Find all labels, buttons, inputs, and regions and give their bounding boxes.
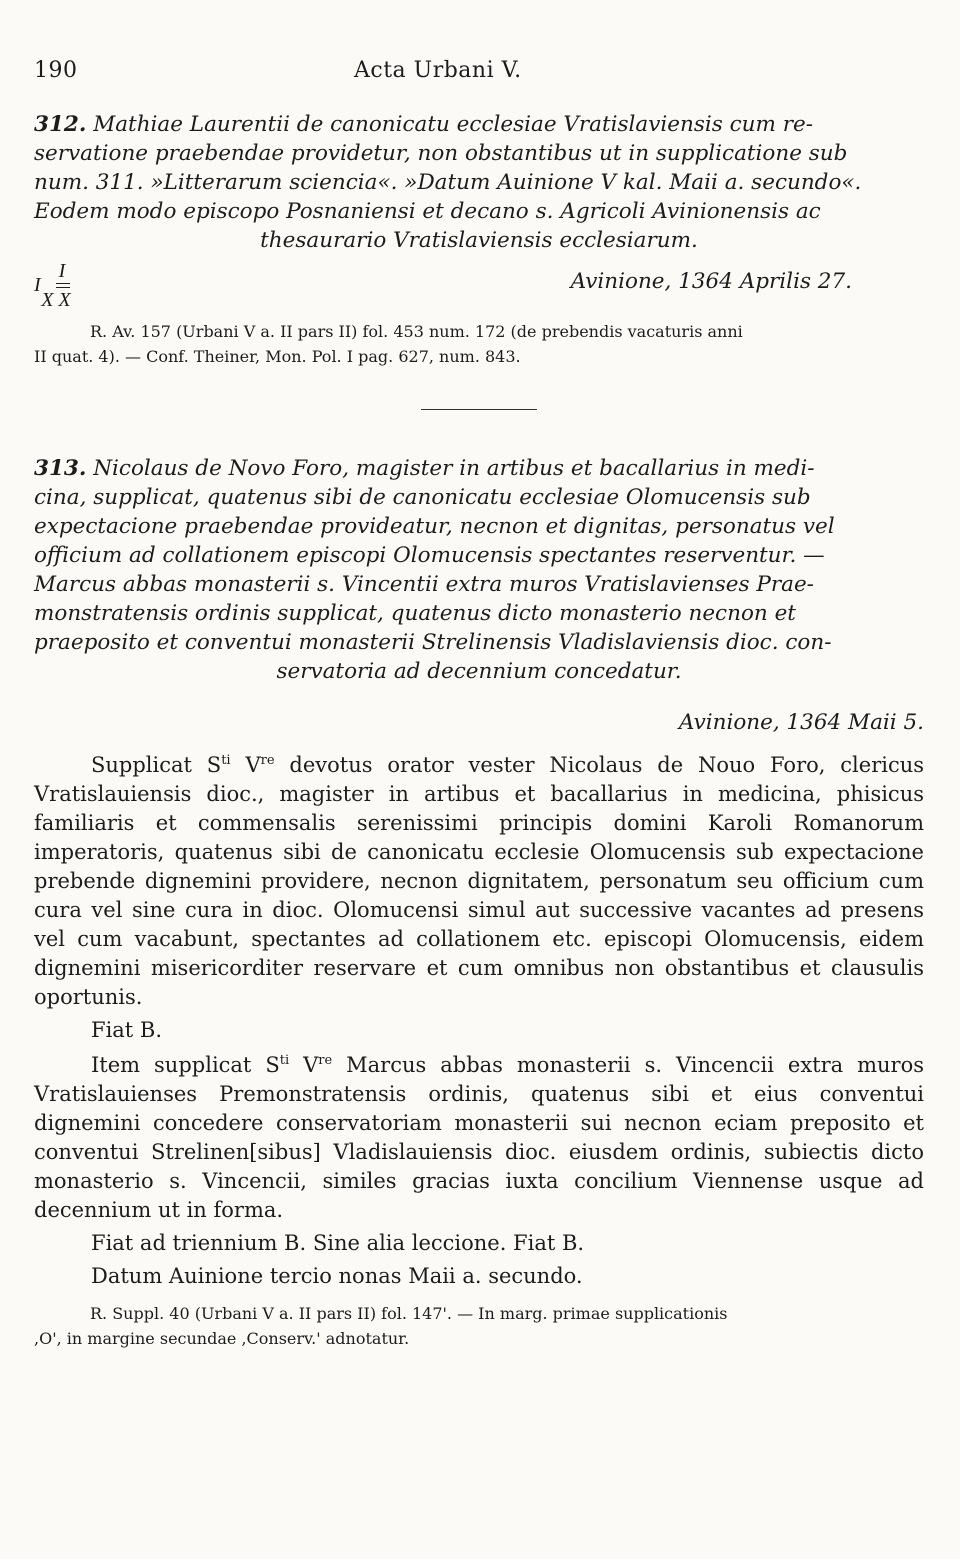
siglum-date-row <box>34 255 924 319</box>
fiat-line: Fiat ad triennium B. Sine alia leccione. Fiat B. <box>91 1231 585 1255</box>
entry-head-line: officium ad collationem episcopi Olomucensis spectantes reserventur. — <box>34 543 825 568</box>
supplication-paragraph <box>34 1051 924 1225</box>
note-line: R. Suppl. 40 (Urbani V a. II pars II) fol. 147'. — In marg. primae supplicationis <box>90 1304 728 1323</box>
entry-head-line: thesaurario Vratislaviensis ecclesiarum. <box>260 228 698 253</box>
note-line: ,O', in margine secundae ,Conserv.' adnotatur. <box>34 1329 410 1348</box>
entry-313-head <box>34 454 924 686</box>
entry-number: 313. <box>34 456 87 481</box>
page-number: 190 <box>34 58 78 83</box>
siglum-left: I <box>34 274 41 296</box>
entry-number: 312. <box>34 112 87 137</box>
supplication-text: V <box>230 753 261 777</box>
entry-312-source-note <box>34 319 924 369</box>
entry-head-line: Nicolaus de Novo Foro, magister in artibus et bacallarius in medi- <box>93 456 815 481</box>
entry-head-line: expectacione praebendae provideatur, necnon et dignitas, personatus vel <box>34 514 835 539</box>
supplication-text: V <box>289 1053 319 1077</box>
supplication-text: devotus orator vester Nicolaus de Nouo Foro, clericus Vratislauiensis dioc., magister in artibus et bacallarius in medicina, phisicus familiaris et commensalis serenissimi principis domini Karoli Romanorum imperatoris, quatenus sibi de canonicatu ecclesie Olomucensis sub expectacione prebende dignemini providere, necnon dignitatem, personatum seu officium cum cura vel sine cura in dioc. Olomucensi simul aut successive vacantes ad presens vel cum vacabunt, spectantes ad collationem etc. episcopi Olomucensis, eidem dignemini misericorditer reservare et cum omnibus non obstantibus et clausulis oportunis. <box>34 753 925 1009</box>
fiat-line: Fiat B. <box>91 1018 163 1042</box>
superscript: re <box>318 1053 333 1068</box>
supplication-text: Marcus abbas monasterii s. Vincencii extra muros Vratislauienses Premonstratensis ordinis, quatenus sibi et eius conventui dignemini concedere conservatoriam monasterii sui necnon eciam preposito et conventui Strelinen[sibus] Vladislauiensis dioc. eiusdem ordinis, subiectis dicto monasterio s. Vincencii, similes gracias iuxta concilium Viennense usque ad decennium ut in forma. <box>34 1053 925 1222</box>
page <box>34 0 924 1351</box>
entry-head-line: Mathiae Laurentii de canonicatu ecclesiae Vratislaviensis cum re- <box>93 112 813 137</box>
supplication-text: Item supplicat S <box>91 1053 280 1077</box>
registry-siglum <box>34 261 78 310</box>
siglum-bottom: X X <box>41 289 71 311</box>
entry-date: Avinione, 1364 Maii 5. <box>678 710 924 735</box>
entry-date: Avinione, 1364 Aprilis 27. <box>570 269 852 294</box>
entry-head-line: Eodem modo episcopo Posnaniensi et decano s. Agricoli Avinionensis ac <box>34 199 821 224</box>
entry-head-line: num. 311. »Litterarum sciencia«. »Datum Auinione V kal. Maii a. secundo«. <box>34 170 862 195</box>
superscript: ti <box>221 753 231 768</box>
note-line: R. Av. 157 (Urbani V a. II pars II) fol. 453 num. 172 (de prebendis vacaturis anni <box>90 322 743 341</box>
supplication-text: Supplicat S <box>91 753 222 777</box>
entry-head-line: monstratensis ordinis supplicat, quatenus dicto monasterio necnon et <box>34 601 796 626</box>
entry-head-line: Marcus abbas monasterii s. Vincentii extra muros Vratislavienses Prae- <box>34 572 814 597</box>
section-divider <box>421 409 537 410</box>
entry-head-line: praeposito et conventui monasterii Strelinensis Vladislaviensis dioc. con- <box>34 630 832 655</box>
superscript: re <box>260 753 275 768</box>
entry-head-line: servatione praebendae providetur, non obstantibus ut in supplicatione sub <box>34 141 848 166</box>
siglum-rule <box>56 283 70 288</box>
entry-313-source-note <box>34 1301 924 1351</box>
running-title: Acta Urbani V. <box>354 58 522 83</box>
entry-312-head <box>34 110 924 255</box>
entry-head-line: cina, supplicat, quatenus sibi de canonicatu ecclesiae Olomucensis sub <box>34 485 811 510</box>
siglum-top: I <box>58 260 66 282</box>
note-line: II quat. 4). — Conf. Theiner, Mon. Pol. I pag. 627, num. 843. <box>34 347 521 366</box>
superscript: ti <box>279 1053 290 1068</box>
datum-line: Datum Auinione tercio nonas Maii a. secundo. <box>91 1264 583 1288</box>
supplication-paragraph <box>34 751 924 1012</box>
running-head <box>34 0 924 110</box>
entry-head-line: servatoria ad decennium concedatur. <box>276 659 682 684</box>
